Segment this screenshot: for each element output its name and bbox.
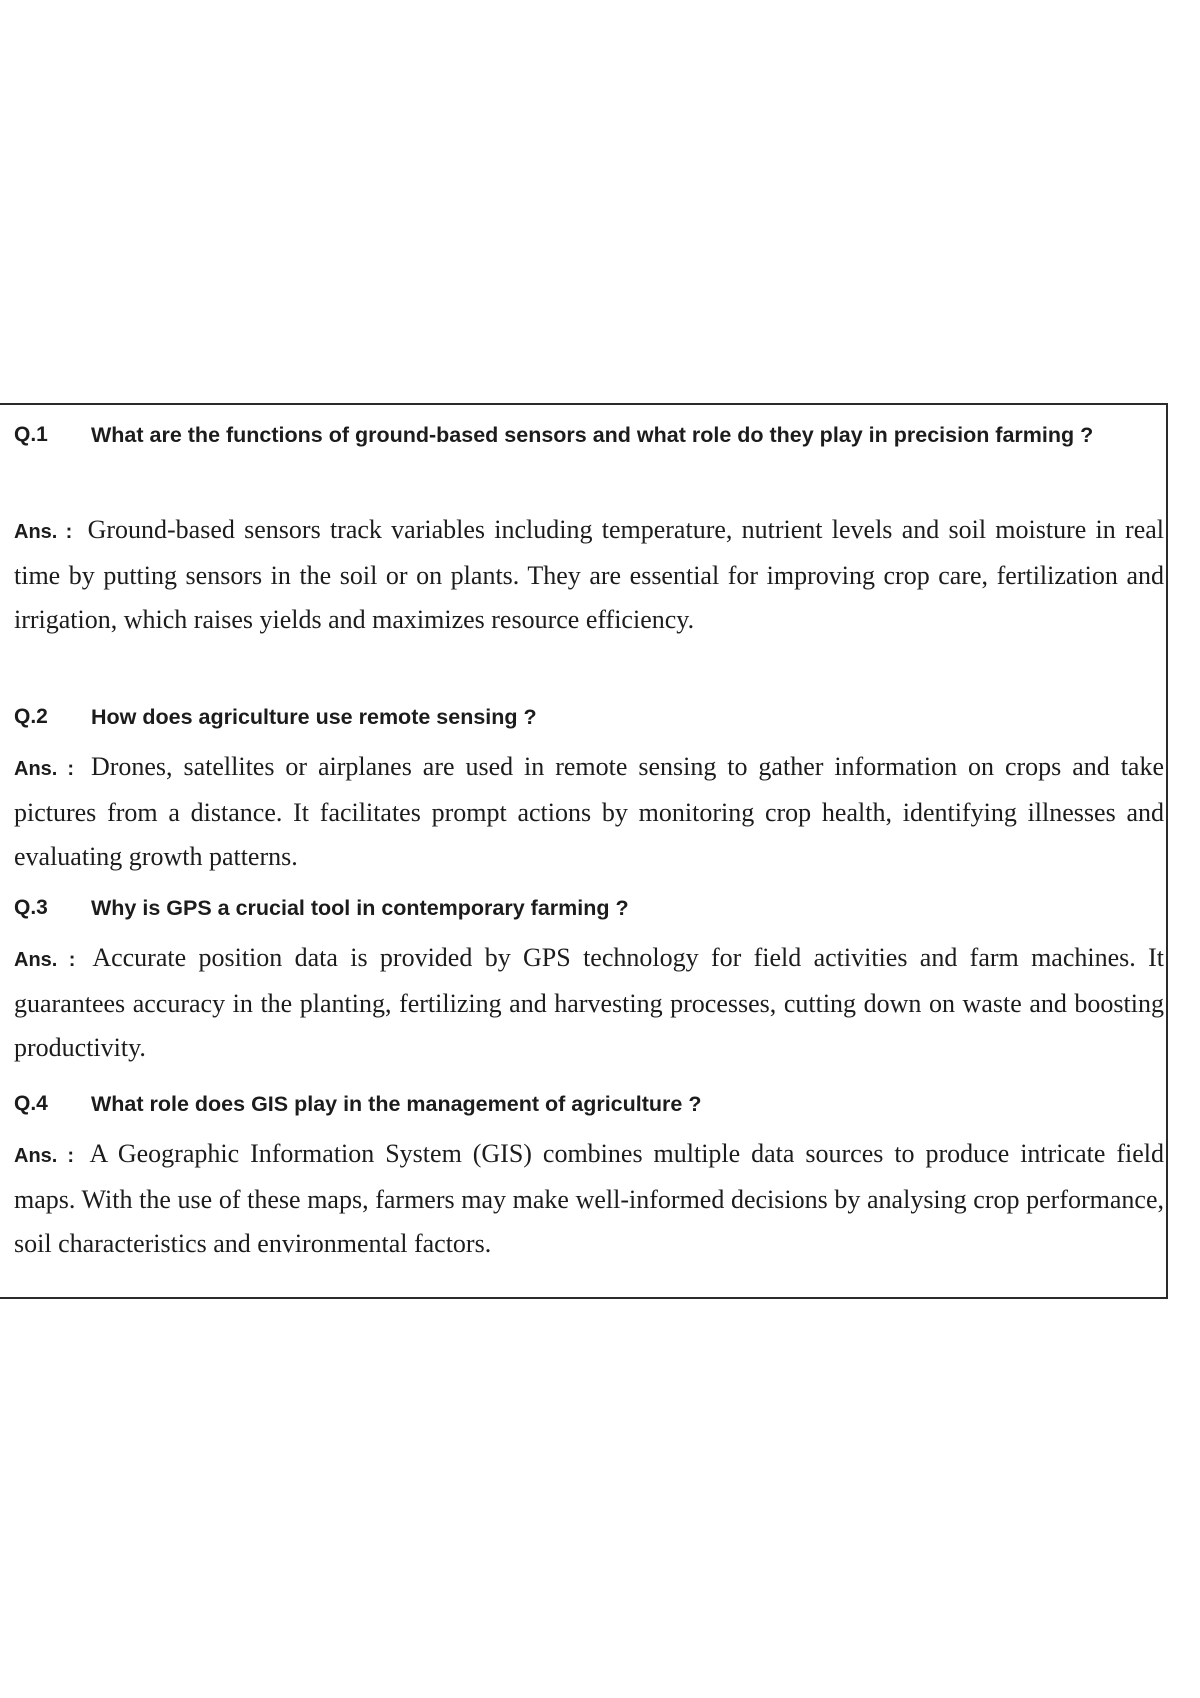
answer-label: Ans. : (14, 1145, 75, 1167)
answer-text: Drones, satellites or airplanes are used in remote sensing to gather information on crops and take pictures from a distance. It facilitates prompt actions by monitoring crop health, identifying illnesses and evaluating growth patterns. (14, 752, 1165, 871)
answer-block-3 (14, 936, 1164, 1070)
answer-text: Ground-based sensors track variables including temperature, nutrient levels and soil moisture in real time by putting sensors in the soil or on plants. They are essential for improving crop care, fertilization and irrigation, which raises yields and maximizes resource efficiency. (14, 515, 1165, 634)
question-text: How does agriculture use remote sensing ? (91, 705, 537, 729)
question-text: Why is GPS a crucial tool in contemporary farming ? (91, 896, 629, 920)
question-number: Q.1 (14, 423, 48, 446)
question-text: What role does GIS play in the management of agriculture ? (91, 1092, 702, 1116)
answer-label: Ans. : (14, 758, 74, 780)
answer-block-4 (14, 1132, 1164, 1266)
question-number: Q.3 (14, 896, 48, 919)
answer-label: Ans. : (14, 521, 73, 543)
answer-label: Ans. : (14, 949, 76, 971)
answer-text: Accurate position data is provided by GPS technology for field activities and farm machines. It guarantees accuracy in the planting, fertilizing and harvesting processes, cutting down on waste and boosting productivity. (14, 943, 1164, 1062)
question-text: What are the functions of ground-based sensors and what role do they play in precision farming ? (91, 423, 1094, 447)
answer-block-1 (14, 508, 1164, 642)
question-number: Q.4 (14, 1092, 48, 1115)
answer-block-2 (14, 745, 1164, 879)
question-number: Q.2 (14, 705, 48, 728)
answer-text: A Geographic Information System (GIS) combines multiple data sources to produce intricate field maps. With the use of these maps, farmers may make well-informed decisions by analysing crop performance, soil characteristics and environmental factors. (14, 1139, 1164, 1258)
